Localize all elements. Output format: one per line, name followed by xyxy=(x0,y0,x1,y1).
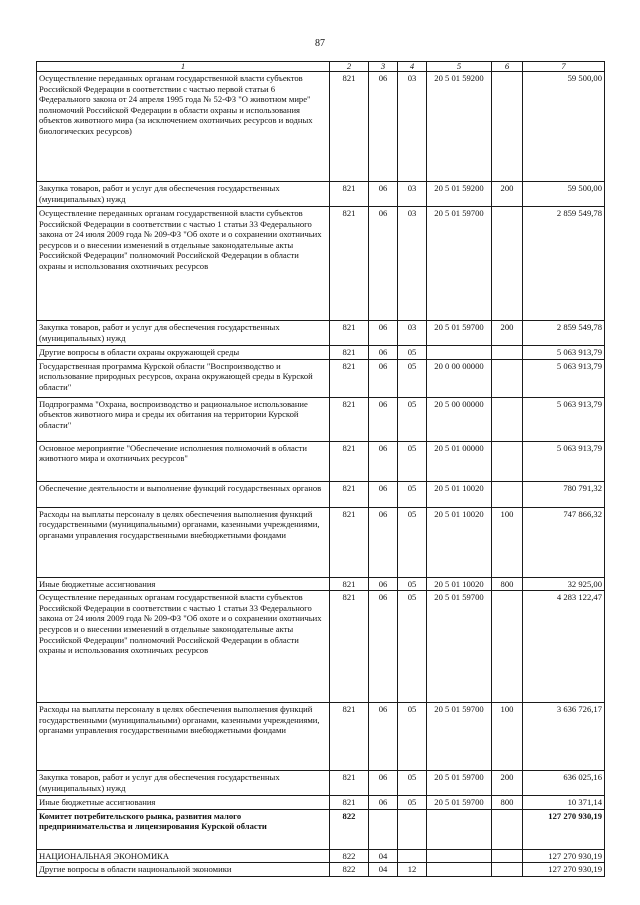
row-amount: 10 371,14 xyxy=(523,796,605,810)
row-target xyxy=(427,849,492,863)
table-row xyxy=(37,207,605,321)
row-ministry: 821 xyxy=(330,346,369,360)
row-subsection: 05 xyxy=(398,441,427,481)
table-row xyxy=(37,481,605,507)
row-name: Подпрограмма "Охрана, воспроизводство и рациональное использование объектов животного мира и среды их обитания на территории Курской области" xyxy=(37,397,330,441)
table-row xyxy=(37,591,605,703)
table-row xyxy=(37,809,605,849)
row-ministry: 821 xyxy=(330,321,369,346)
row-section: 04 xyxy=(369,863,398,877)
row-section: 06 xyxy=(369,359,398,397)
row-expense-type xyxy=(492,359,523,397)
row-section: 06 xyxy=(369,796,398,810)
row-amount: 32 925,00 xyxy=(523,577,605,591)
row-subsection: 05 xyxy=(398,397,427,441)
row-section: 06 xyxy=(369,591,398,703)
row-expense-type xyxy=(492,346,523,360)
row-subsection: 03 xyxy=(398,72,427,182)
row-amount: 3 636 726,17 xyxy=(523,703,605,771)
row-target: 20 5 01 59700 xyxy=(427,321,492,346)
row-amount: 5 063 913,79 xyxy=(523,346,605,360)
row-subsection: 05 xyxy=(398,481,427,507)
page-number: 87 xyxy=(315,38,325,49)
row-amount: 5 063 913,79 xyxy=(523,397,605,441)
table-row xyxy=(37,703,605,771)
row-target: 20 5 00 00000 xyxy=(427,397,492,441)
row-amount: 636 025,16 xyxy=(523,771,605,796)
row-expense-type xyxy=(492,591,523,703)
row-target: 20 5 01 10020 xyxy=(427,577,492,591)
row-expense-type: 200 xyxy=(492,321,523,346)
row-subsection: 03 xyxy=(398,182,427,207)
row-target: 20 5 01 59700 xyxy=(427,796,492,810)
row-ministry: 821 xyxy=(330,72,369,182)
table-row xyxy=(37,507,605,577)
row-section: 06 xyxy=(369,182,398,207)
row-amount: 127 270 930,19 xyxy=(523,849,605,863)
row-ministry: 822 xyxy=(330,863,369,877)
row-ministry: 821 xyxy=(330,359,369,397)
row-section: 06 xyxy=(369,346,398,360)
row-amount: 2 859 549,78 xyxy=(523,207,605,321)
row-ministry: 822 xyxy=(330,849,369,863)
row-section: 06 xyxy=(369,771,398,796)
table-row xyxy=(37,359,605,397)
row-name: Закупка товаров, работ и услуг для обеспечения государственных (муниципальных) нужд xyxy=(37,321,330,346)
row-subsection: 05 xyxy=(398,507,427,577)
row-ministry: 822 xyxy=(330,809,369,849)
row-expense-type xyxy=(492,72,523,182)
row-ministry: 821 xyxy=(330,771,369,796)
row-subsection: 05 xyxy=(398,771,427,796)
row-section: 04 xyxy=(369,849,398,863)
row-name: Государственная программа Курской области "Воспроизводство и использование природных ресурсов, охрана окружающей среды в Курской области" xyxy=(37,359,330,397)
row-target xyxy=(427,863,492,877)
table-row xyxy=(37,577,605,591)
table-row xyxy=(37,863,605,877)
row-subsection: 05 xyxy=(398,577,427,591)
row-name: Осуществление переданных органам государственной власти субъектов Российской Федерации в соответствии с частью 1 статьи 33 Федерального закона от 24 июля 2009 года № 209-ФЗ "Об охоте и о сохранении охотничьих ресурсов и о внесении изменений в отдельные законодательные акты Российской Федерации" полномочий Российской Федерации в области охраны и использования охотничьих ресурсов xyxy=(37,591,330,703)
row-ministry: 821 xyxy=(330,796,369,810)
row-subsection: 12 xyxy=(398,863,427,877)
row-name: Расходы на выплаты персоналу в целях обеспечения выполнения функций государственными (муниципальными) органами, казенными учреждениями, органами управления государственными внебюджетными фондами xyxy=(37,507,330,577)
row-name: Другие вопросы в области охраны окружающей среды xyxy=(37,346,330,360)
row-ministry: 821 xyxy=(330,207,369,321)
col-header-6: 6 xyxy=(492,62,523,72)
row-amount: 2 859 549,78 xyxy=(523,321,605,346)
row-expense-type xyxy=(492,849,523,863)
row-amount: 747 866,32 xyxy=(523,507,605,577)
row-subsection: 05 xyxy=(398,703,427,771)
row-subsection: 03 xyxy=(398,321,427,346)
row-name: Иные бюджетные ассигнования xyxy=(37,577,330,591)
row-section: 06 xyxy=(369,207,398,321)
row-section: 06 xyxy=(369,577,398,591)
row-name: НАЦИОНАЛЬНАЯ ЭКОНОМИКА xyxy=(37,849,330,863)
row-ministry: 821 xyxy=(330,591,369,703)
row-target: 20 5 01 59700 xyxy=(427,771,492,796)
row-ministry: 821 xyxy=(330,703,369,771)
row-target: 20 5 01 59700 xyxy=(427,591,492,703)
row-section xyxy=(369,809,398,849)
row-name: Осуществление переданных органам государственной власти субъектов Российской Федерации в соответствии с частью первой статьи 6 Федерального закона от 24 апреля 1995 года № 52-ФЗ "О животном мире" полномочий Российской Федерации в области охраны и использования объектов животного мира (за исключением охотничьих ресурсов и водных биологических ресурсов) xyxy=(37,72,330,182)
row-subsection: 05 xyxy=(398,346,427,360)
table-row xyxy=(37,72,605,182)
row-name: Иные бюджетные ассигнования xyxy=(37,796,330,810)
row-ministry: 821 xyxy=(330,507,369,577)
row-name: Другие вопросы в области национальной экономики xyxy=(37,863,330,877)
row-target: 20 5 01 10020 xyxy=(427,481,492,507)
row-amount: 127 270 930,19 xyxy=(523,809,605,849)
table-row xyxy=(37,346,605,360)
row-expense-type xyxy=(492,397,523,441)
row-amount: 59 500,00 xyxy=(523,72,605,182)
row-name: Осуществление переданных органам государственной власти субъектов Российской Федерации в соответствии с частью 1 статьи 33 Федерального закона от 24 июля 2009 года № 209-ФЗ "Об охоте и о сохранении охотничьих ресурсов и о внесении изменений в отдельные законодательные акты Российской Федерации" полномочий Российской Федерации в области охраны и использования охотничьих ресурсов xyxy=(37,207,330,321)
header-row xyxy=(37,62,605,72)
col-header-5: 5 xyxy=(427,62,492,72)
row-target xyxy=(427,809,492,849)
row-amount: 5 063 913,79 xyxy=(523,359,605,397)
row-name: Закупка товаров, работ и услуг для обеспечения государственных (муниципальных) нужд xyxy=(37,182,330,207)
table-row xyxy=(37,771,605,796)
row-target: 20 5 01 59700 xyxy=(427,207,492,321)
row-section: 06 xyxy=(369,507,398,577)
row-name: Обеспечение деятельности и выполнение функций государственных органов xyxy=(37,481,330,507)
row-name: Расходы на выплаты персоналу в целях обеспечения выполнения функций государственными (муниципальными) органами, казенными учреждениями, органами управления государственными внебюджетными фондами xyxy=(37,703,330,771)
row-section: 06 xyxy=(369,703,398,771)
row-expense-type: 200 xyxy=(492,182,523,207)
row-expense-type xyxy=(492,441,523,481)
row-target: 20 5 01 59700 xyxy=(427,703,492,771)
row-ministry: 821 xyxy=(330,577,369,591)
table-row xyxy=(37,849,605,863)
row-name: Комитет потребительского рынка, развития малого предпринимательства и лицензирования Курской области xyxy=(37,809,330,849)
row-expense-type: 800 xyxy=(492,796,523,810)
budget-table xyxy=(36,61,605,877)
row-target: 20 5 01 59200 xyxy=(427,182,492,207)
table-row xyxy=(37,321,605,346)
row-target: 20 0 00 00000 xyxy=(427,359,492,397)
col-header-4: 4 xyxy=(398,62,427,72)
row-subsection: 05 xyxy=(398,359,427,397)
row-amount: 127 270 930,19 xyxy=(523,863,605,877)
row-expense-type: 200 xyxy=(492,771,523,796)
row-amount: 4 283 122,47 xyxy=(523,591,605,703)
row-amount: 59 500,00 xyxy=(523,182,605,207)
row-name: Основное мероприятие "Обеспечение исполнения полномочий в области животного мира и охотничьих ресурсов" xyxy=(37,441,330,481)
row-expense-type xyxy=(492,863,523,877)
col-header-3: 3 xyxy=(369,62,398,72)
table-row xyxy=(37,441,605,481)
row-expense-type xyxy=(492,809,523,849)
row-expense-type: 100 xyxy=(492,703,523,771)
row-section: 06 xyxy=(369,397,398,441)
row-subsection xyxy=(398,809,427,849)
row-section: 06 xyxy=(369,321,398,346)
row-name: Закупка товаров, работ и услуг для обеспечения государственных (муниципальных) нужд xyxy=(37,771,330,796)
row-section: 06 xyxy=(369,441,398,481)
row-subsection: 05 xyxy=(398,796,427,810)
row-expense-type xyxy=(492,207,523,321)
col-header-7: 7 xyxy=(523,62,605,72)
row-amount: 5 063 913,79 xyxy=(523,441,605,481)
row-section: 06 xyxy=(369,72,398,182)
row-amount: 780 791,32 xyxy=(523,481,605,507)
table-row xyxy=(37,796,605,810)
row-ministry: 821 xyxy=(330,441,369,481)
row-target: 20 5 01 10020 xyxy=(427,507,492,577)
row-subsection: 05 xyxy=(398,591,427,703)
row-target: 20 5 01 00000 xyxy=(427,441,492,481)
row-section: 06 xyxy=(369,481,398,507)
row-ministry: 821 xyxy=(330,481,369,507)
row-ministry: 821 xyxy=(330,397,369,441)
table-row xyxy=(37,397,605,441)
col-header-2: 2 xyxy=(330,62,369,72)
row-expense-type xyxy=(492,481,523,507)
row-target xyxy=(427,346,492,360)
col-header-1: 1 xyxy=(37,62,330,72)
row-expense-type: 100 xyxy=(492,507,523,577)
row-ministry: 821 xyxy=(330,182,369,207)
table-row xyxy=(37,182,605,207)
row-subsection: 03 xyxy=(398,207,427,321)
row-subsection xyxy=(398,849,427,863)
row-expense-type: 800 xyxy=(492,577,523,591)
row-target: 20 5 01 59200 xyxy=(427,72,492,182)
